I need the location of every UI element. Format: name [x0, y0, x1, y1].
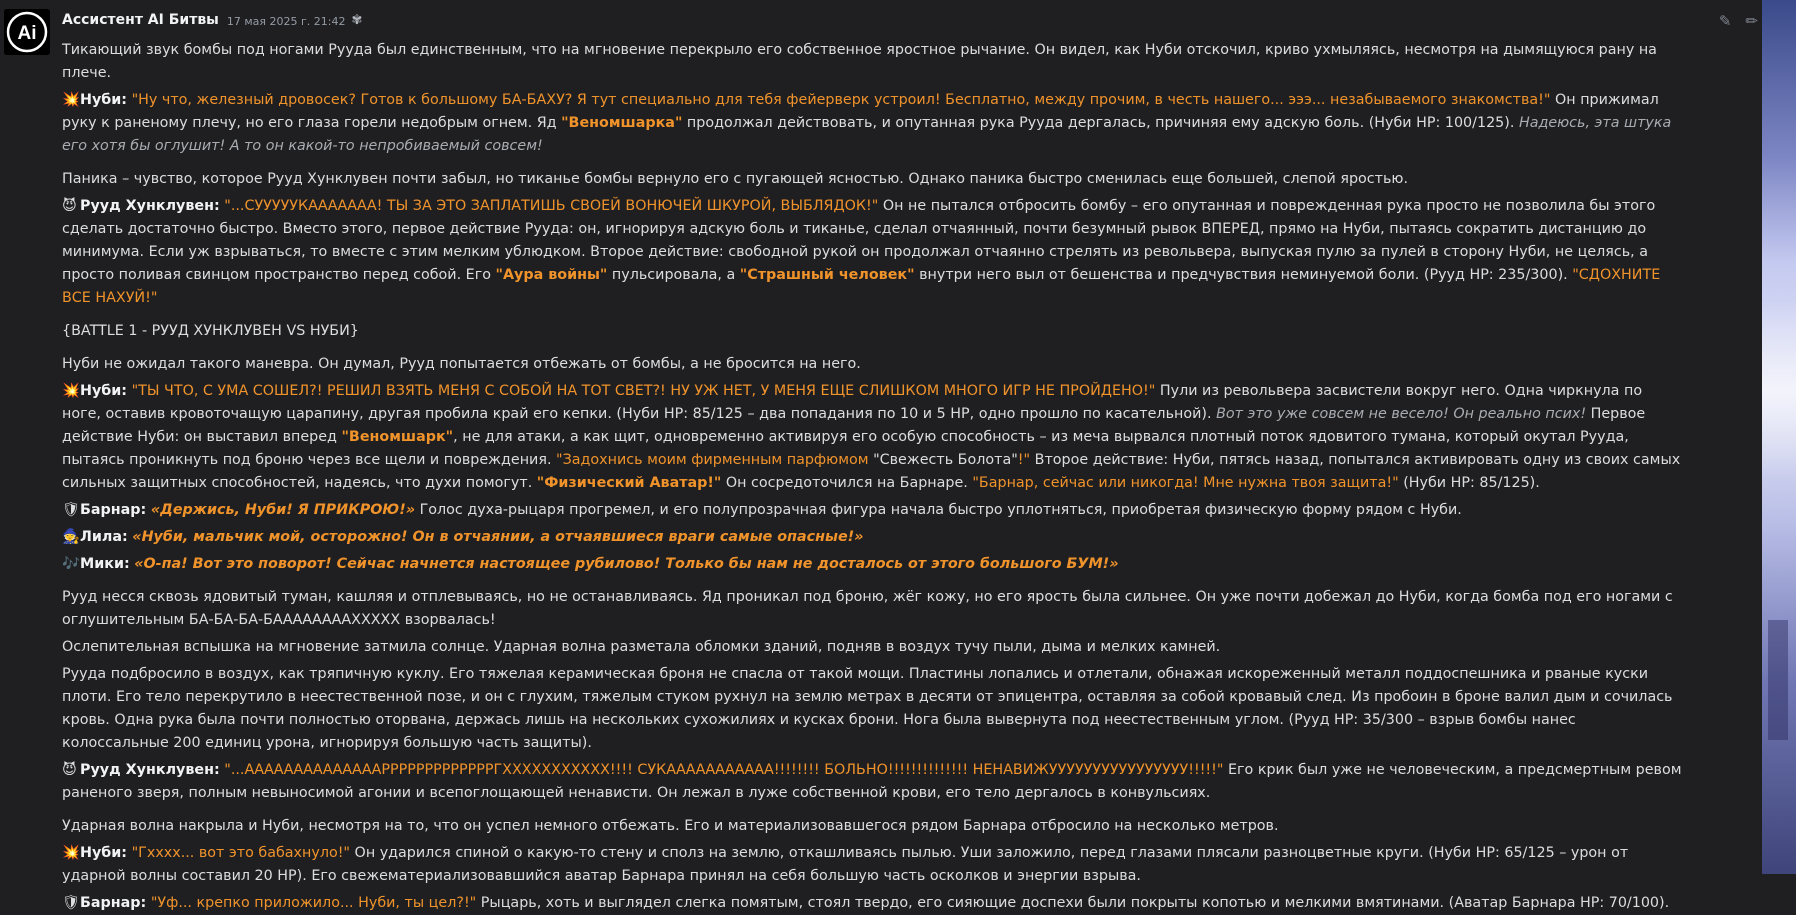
paragraph: Паника – чувство, которое Рууд Хунклувен почти забыл, но тиканье бомбы вернуло его с пугающей ясностью. Однако паника быстро сменилась еще большей, слепой яростью. — [62, 171, 1408, 187]
explosion-icon: 💥 — [62, 845, 80, 861]
bot-sparkle-icon: ✾ — [351, 13, 363, 28]
svg-text:Ai: Ai — [17, 23, 37, 44]
paragraph: 😈 Рууд Хунклувен: "...ААААААААААААААРРРРРРРРРРРРРГХХХХХХХХХХХ!!!! СУКААААААААААА!!!!!!!! БОЛЬНО!!!!!!!!!!!!!! НЕНАВИЖУУУУУУУУУУУУУУУУ!!!!!" Его крик был уже не человеческим, а предсмертным ревом раненого зверя, полным невыносимой агонии и всепоглощающей ненависти. Он лежал в луже собственной крови, его тело дергалось в конвульсиях. — [62, 759, 1684, 805]
message-header — [62, 4, 1684, 39]
decor-highlight — [1762, 300, 1796, 480]
paragraph: Рууда подбросило в воздух, как тряпичную куклу. Его тяжелая керамическая броня не спасла от такой мощи. Пластины лопались и отлетали, обнажая искореженный металл поддоспешника и рваные куски плоти. Его тело перекрутило в неестественной позе, и он с глухим, тяжелым стуком рухнул на землю метрах в десяти от эпицентра, оставляя за собой кровавый след. Из пробоин в броне валил дым и сочилась кровь. Одна рука была почти полностью оторвана, держась лишь на нескольких сухожилиях и кусках брони. Нога была вывернута под неестественным углом. (Рууд HP: 35/300 – взрыв бомбы нанес колоссальные 200 единиц урона, игнорируя большую часть защиты). — [62, 666, 1673, 751]
shield-icon: 🛡 — [62, 895, 81, 911]
author-name[interactable]: Ассистент AI Битвы — [62, 12, 219, 28]
mage-icon: 🧙 — [62, 529, 80, 545]
shield-icon: 🛡 — [62, 502, 81, 518]
paragraph: Нуби не ожидал такого маневра. Он думал, Рууд попытается отбежать от бомбы, а не бросится на него. — [62, 356, 861, 372]
pen-icon[interactable]: ✎ — [1718, 12, 1732, 30]
explosion-icon: 💥 — [62, 383, 80, 399]
paragraph: 🎶Мики: «О-па! Вот это поворот! Сейчас начнется настоящее рубилово! Только бы нам не досталось от этого большого БУМ!» — [62, 553, 1684, 576]
timestamp: 17 мая 2025 г. 21:42 — [226, 15, 346, 28]
paragraph: Тикающий звук бомбы под ногами Рууда был единственным, что на мгновение перекрыло его собственное яростное рычание. Он видел, как Нуби отскочил, криво ухмыляясь, несмотря на дымящуюся рану на плече. — [62, 42, 1657, 81]
music-notes-icon: 🎶 — [62, 556, 80, 572]
paragraph: {BATTLE 1 - РУУД ХУНКЛУВЕН VS НУБИ} — [62, 323, 359, 339]
message-body — [62, 39, 1684, 915]
devil-icon: 😈 — [62, 762, 77, 778]
message-actions — [1719, 12, 1758, 30]
paragraph: 🛡Барнар: "Уф... крепко приложило... Нуби, ты цел?!" Рыцарь, хоть и выглядел слегка помятым, стоял твердо, его сияющие доспехи были покрыты копотью и мелкими вмятинами. (Аватар Барнара HP: 70/100). — [62, 892, 1684, 915]
paragraph: 💥Нуби: "Ну что, железный дровосек? Готов к большому БА-БАХУ? Я тут специально для тебя фейерверк устроил! Бесплатно, между прочим, в честь нашего... эээ... незабываемого знакомства!" Он прижимал руку к раненому плечу, но его глаза горели недобрым огнем. Яд "Веномшарка" продолжал действовать, и опутанная рука Рууда дергалась, причиняя ему адскую боль. (Нуби HP: 100/125). Надеюсь, эта штука его хотя бы оглушит! А то он какой-то непробиваемый совсем! — [62, 89, 1684, 158]
ai-logo-icon — [4, 9, 50, 55]
paragraph: 💥Нуби: "Гхххх... вот это бабахнуло!" Он ударился спиной о какую-то стену и сполз на землю, откашливаясь пылью. Уши заложило, перед глазами плясали разноцветные круги. (Нуби HP: 65/125 – урон от ударной волны составил 20 HP). Его свежематериализовавшийся аватар Барнара принял на себя большую часть осколков и энергии взрыва. — [62, 842, 1684, 888]
decor-shadow — [1768, 620, 1788, 740]
paragraph: Ослепительная вспышка на мгновение затмила солнце. Ударная волна разметала обломки зданий, подняв в воздух тучу пыли, дыма и мелких камней. — [62, 639, 1221, 655]
background-strip — [1762, 0, 1796, 874]
devil-icon: 😈 — [62, 198, 77, 214]
message-content — [62, 4, 1684, 915]
paragraph: 🛡Барнар: «Держись, Нуби! Я ПРИКРОЮ!» Голос духа-рыцаря прогремел, и его полупрозрачная фигура начала быстро уплотняться, приобретая физическую форму рядом с Нуби. — [62, 499, 1684, 522]
paragraph: 😈 Рууд Хунклувен: "...СУУУУУКААААААА! ТЫ ЗА ЭТО ЗАПЛАТИШЬ СВОЕЙ ВОНЮЧЕЙ ШКУРОЙ, ВЫБЛЯДОК!" Он не пытался отбросить бомбу – его опутанная и поврежденная рука просто не позволила бы этого сделать достаточно быстро. Вместо этого, первое действие Рууда: он, игнорируя адскую боль и тиканье, сделал отчаянный, почти безумный рывок ВПЕРЕД, прямо на Нуби, пытаясь сократить дистанцию до минимума. Если уж взрываться, то вместе с этим мелким ублюдком. Второе действие: свободной рукой он продолжал отчаянно стрелять из револьвера, выпуская пулю за пулей в сторону Нуби, не целясь, а просто поливая свинцом пространство перед собой. Его "Аура войны" пульсировала, а "Страшный человек" внутри него выл от бешенства и предчувствия неминуемой боли. (Рууд HP: 235/300). "СДОХНИТЕ ВСЕ НАХУЙ!" — [62, 195, 1684, 310]
paragraph: 💥Нуби: "ТЫ ЧТО, С УМА СОШЕЛ?! РЕШИЛ ВЗЯТЬ МЕНЯ С СОБОЙ НА ТОТ СВЕТ?! НУ УЖ НЕТ, У МЕНЯ ЕЩЕ СЛИШКОМ МНОГО ИГР НЕ ПРОЙДЕНО!" Пули из револьвера засвистели вокруг него. Одна чиркнула по ноге, оставив кровоточащую царапину, другая пробила край его кепки. (Нуби HP: 85/125 – два попадания по 10 и 5 HP, одно прошло по касательной). Вот это уже совсем не весело! Он реально псих! Первое действие Нуби: он выставил вперед "Веномшарк", не для атаки, а как щит, одновременно активируя его особую способность – из меча вырвался плотный поток ядовитого тумана, который окутал Рууда, пытаясь проникнуть под броню через все щели и повреждения. "Задохнись моим фирменным парфюмом "Свежесть Болота"!" Второе действие: Нуби, пятясь назад, попытался активировать одну из своих самых сильных защитных способностей, надеясь, что духи помогут. "Физический Аватар!" Он сосредоточился на Барнаре. "Барнар, сейчас или никогда! Мне нужна твоя защита!" (Нуби HP: 85/125). — [62, 380, 1684, 495]
paragraph: 🧙Лила: «Нуби, мальчик мой, осторожно! Он в отчаянии, а отчаявшиеся враги самые опасные!» — [62, 526, 1684, 549]
edit-icon[interactable]: ✏ — [1745, 12, 1758, 30]
paragraph: Ударная волна накрыла и Нуби, несмотря на то, что он успел немного отбежать. Его и материализовавшегося рядом Барнара отбросило на несколько метров. — [62, 818, 1279, 834]
paragraph: Рууд несся сквозь ядовитый туман, кашляя и отплевываясь, но не останавливаясь. Яд проникал под броню, жёг кожу, но его ярость была сильнее. Он уже почти добежал до Нуби, когда бомба под его ногами с оглушительным БА-БА-БА-БААААААААХХХХХ взорвалась! — [62, 589, 1673, 628]
explosion-icon: 💥 — [62, 92, 80, 108]
avatar[interactable] — [4, 9, 50, 55]
